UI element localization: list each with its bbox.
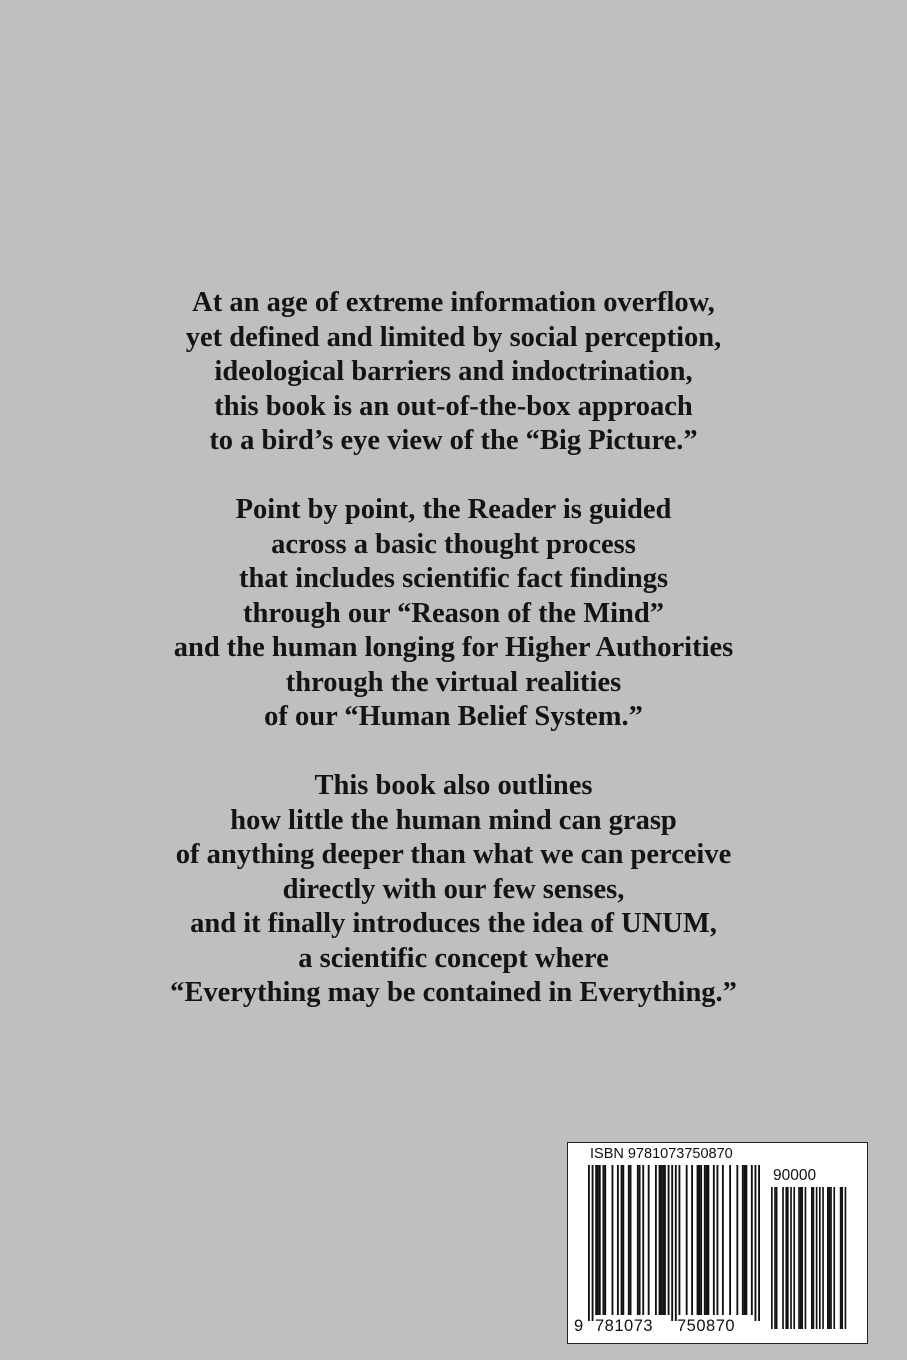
barcode-bar (671, 1165, 673, 1321)
barcode-bar (648, 1165, 650, 1315)
barcode-bar (639, 1165, 641, 1315)
addon-barcode-bars (771, 1187, 851, 1329)
barcode-bar (729, 1165, 731, 1315)
barcode-bar (736, 1165, 738, 1315)
barcode-bar (713, 1165, 715, 1315)
barcode-bar (706, 1165, 708, 1315)
barcode-bar (691, 1165, 693, 1315)
addon-barcode-bar (798, 1187, 800, 1329)
barcode-bar (686, 1165, 688, 1315)
blurb-line: directly with our few senses, (282, 873, 625, 905)
addon-barcode-bar (771, 1187, 773, 1329)
barcode-bar (595, 1165, 597, 1315)
price-code: 90000 (773, 1167, 817, 1184)
blurb-line: of our “Human Belief System.” (264, 701, 643, 732)
blurb-line: through the virtual realities (285, 666, 622, 698)
barcode-digits-right: 750870 (677, 1317, 736, 1335)
barcode-bar (628, 1165, 630, 1315)
barcode-bar (698, 1165, 700, 1315)
blurb-line: yet defined and limited by social perception, (185, 321, 722, 353)
addon-barcode-bar (833, 1187, 835, 1329)
blurb-line: and the human longing for Higher Authorities (173, 632, 734, 663)
addon-barcode-bar (800, 1187, 802, 1329)
barcode-bar (630, 1165, 632, 1315)
barcode-bar (668, 1165, 670, 1315)
barcode-bar (664, 1165, 666, 1315)
addon-barcode-bar (830, 1187, 832, 1329)
blurb-line: through our “Reason of the Mind” (243, 597, 664, 629)
barcode-bar (744, 1165, 746, 1315)
isbn-barcode (567, 1142, 868, 1344)
blurb-line: to a bird’s eye view of the “Big Picture.” (209, 425, 698, 456)
barcode-bar (722, 1165, 724, 1315)
addon-barcode-bar (805, 1187, 807, 1329)
barcode-bar (622, 1165, 624, 1315)
addon-barcode-bar (827, 1187, 829, 1329)
addon-barcode-bar (776, 1187, 778, 1329)
barcode-bar (758, 1165, 760, 1321)
barcode-bar (700, 1165, 702, 1315)
addon-barcode-bar (813, 1187, 815, 1329)
addon-barcode-bar (793, 1187, 795, 1329)
barcode-bar (637, 1165, 639, 1315)
blurb-line: that includes scientific fact findings (238, 563, 669, 594)
barcode-bar (612, 1165, 614, 1315)
blurb-line: and it finally introduces the idea of UNUM, (190, 908, 717, 939)
barcode-bar (597, 1165, 599, 1315)
blurb-line: This book also outlines (314, 770, 593, 801)
blurb-line: “Everything may be contained in Everything.” (170, 977, 737, 1008)
back-cover-blurb (0, 286, 907, 1011)
addon-barcode-bar (829, 1187, 831, 1329)
barcode-bar (675, 1165, 677, 1321)
isbn-label: ISBN 9781073750870 (590, 1146, 733, 1162)
barcode-bar (659, 1165, 661, 1315)
barcode-bar (604, 1165, 606, 1315)
addon-barcode-bar (782, 1187, 784, 1329)
barcode-bar (707, 1165, 709, 1315)
blurb-line: a scientific concept where (298, 942, 609, 974)
barcode-bar (642, 1165, 644, 1315)
addon-barcode-bar (785, 1187, 787, 1329)
addon-barcode-bar (811, 1187, 813, 1329)
barcode-bar (655, 1165, 657, 1315)
blurb-line: across a basic thought process (271, 528, 636, 560)
addon-barcode-bar (774, 1187, 776, 1329)
barcode-bar (751, 1165, 753, 1315)
barcode-bar (745, 1165, 747, 1315)
barcode-bar (742, 1165, 744, 1315)
blurb-paragraph-1 (0, 286, 907, 459)
addon-barcode-bar (801, 1187, 803, 1329)
barcode-digits-left: 781073 (595, 1317, 654, 1335)
addon-barcode-bar (822, 1187, 824, 1329)
addon-barcode-bar (845, 1187, 847, 1329)
barcode-bar (662, 1165, 664, 1315)
barcode-bar (697, 1165, 699, 1315)
addon-barcode-bar (816, 1187, 818, 1329)
barcode-bar (717, 1165, 719, 1315)
barcode-bar (617, 1165, 619, 1315)
blurb-line: of anything deeper than what we can perceive (175, 839, 732, 870)
addon-barcode-bar (841, 1187, 843, 1329)
barcode-bar (599, 1165, 601, 1315)
blurb-line: how little the human mind can grasp (230, 804, 677, 836)
blurb-paragraph-2 (0, 493, 907, 735)
blurb-paragraph-3 (0, 769, 907, 1011)
barcode-bars (588, 1165, 762, 1321)
barcode-bar (679, 1165, 681, 1315)
barcode-digit-first: 9 (574, 1317, 584, 1335)
barcode-bar (588, 1165, 590, 1321)
blurb-line: ideological barriers and indoctrination, (214, 356, 693, 387)
blurb-line: Point by point, the Reader is guided (235, 494, 672, 525)
barcode-bar (592, 1165, 594, 1321)
barcode-bar (704, 1165, 706, 1315)
blurb-line: this book is an out-of-the-box approach (214, 390, 693, 422)
addon-barcode-bar (787, 1187, 789, 1329)
barcode-bar (660, 1165, 662, 1315)
barcode-bar (602, 1165, 604, 1315)
addon-barcode-bar (840, 1187, 842, 1329)
addon-barcode-bar (790, 1187, 792, 1329)
barcode-bar (621, 1165, 623, 1315)
blurb-line: At an age of extreme information overflow, (192, 287, 715, 318)
barcode-bar (755, 1165, 757, 1321)
addon-barcode-bar (819, 1187, 821, 1329)
